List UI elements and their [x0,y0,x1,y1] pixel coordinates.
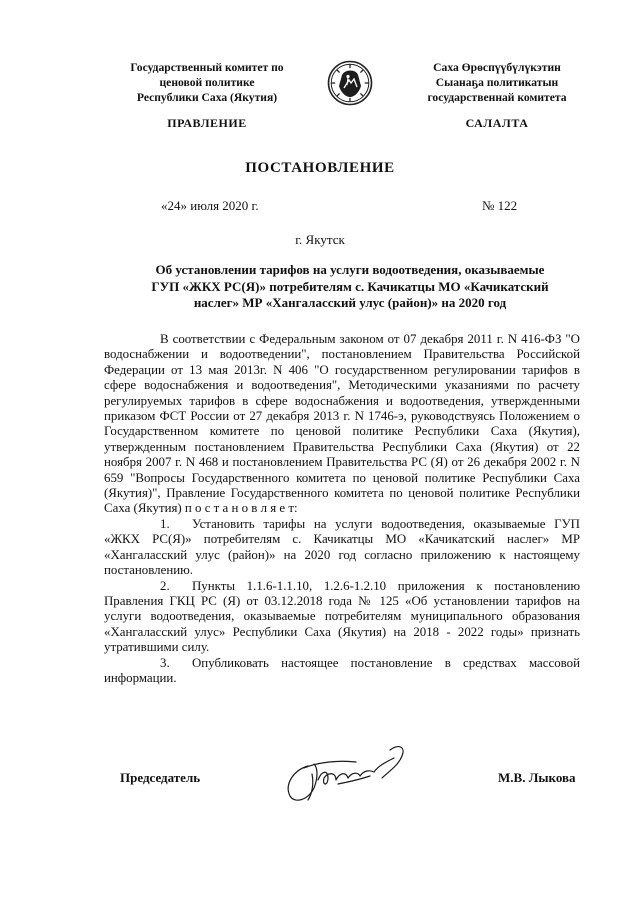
header-left [98,60,316,105]
item-text: Опубликовать настоящее постановление в средствах массовой информации. [104,655,580,685]
list-item [104,579,580,656]
list-item [104,656,580,687]
header-left-line: Государственный комитет по [130,61,284,74]
header-right-line: Саха Өрөспүүбүлүкэтин [433,61,561,74]
item-text: Пункты 1.1.6-1.1.10, 1.2.6-1.2.10 приложения к постановлению Правления ГКЦ РС (Я) от 03.12.2018 года № 125 «Об установлении тарифов на услуги водоотведения, оказываемые потребителям муниципального образования «Хангаласский улус» Республики Саха (Якутия) на 2018 - 2022 годы» признать утратившими силу. [104,578,580,655]
list-item [104,517,580,579]
signatory-role: Председатель [120,770,201,785]
document-body [104,332,580,686]
header-right-line: государственнай комитета [427,91,567,104]
item-text: Установить тарифы на услуги водоотведения, оказываемые ГУП «ЖКХ РС(Я)» потребителям с. Качикатцы МО «Качикатский наслег» МР «Хангаласский улус (район)» на 2020 год согласно приложению к настоящему постановлению. [104,516,580,578]
department-left: ПРАВЛЕНИЕ [167,116,247,130]
subject-line: ГУП «ЖКХ РС(Я)» потребителям с. Качикатцы МО «Качикатский [151,278,549,294]
document-date: «24» июля 2020 г. [161,198,259,213]
coat-of-arms-icon [327,60,373,106]
document-subject [100,262,600,312]
item-number: 3. [160,655,170,670]
subject-line: наслег» МР «Хангаласский улус (район)» на 2020 год [193,295,507,310]
header-left-line: ценовой политике [159,76,255,89]
document-title: ПОСТАНОВЛЕНИЕ [245,160,395,176]
document-number: № 122 [482,198,518,213]
department-right: САЛАЛТА [465,116,529,130]
subject-line: Об установлении тарифов на услуги водоотведения, оказываемые [155,262,545,277]
item-number: 2. [160,578,170,593]
handwritten-signature-icon [278,740,418,808]
header-left-line: Республики Саха (Якутия) [136,91,278,104]
preamble-paragraph: В соответствии с Федеральным законом от 07 декабря 2011 г. N 416-ФЗ "О водоснабжении и водоотведении", постановлением Правительства Российской Федерации от 13 мая 2013г. N 406 "О государственном регулировании тарифов в сфере водоснабжения и водоотведения", Методическими указаниями по расчету регулируемых тарифов в сфере водоснабжения и водоотведения, утвержденными приказом ФСТ России от 27 декабря 2013 г. N 1746-э, руководствуясь Положением о Государственном комитете по ценовой политике Республики Саха (Якутия), утвержденным постановлением Правительства Республики Саха (Якутия) от 22 ноября 2007 г. N 468 и постановлением Правительства РС (Я) от 26 декабря 2002 г. N 659 "Вопросы Государственного комитета по ценовой политике Республики Саха (Якутия)", Правление Государственного комитета по ценовой политике Республики Саха (Якутия) п о с т а н о в л я е т: [104,332,580,516]
city: г. Якутск [295,232,345,247]
header-right-line: Сыанаҕа политикатын [435,76,559,89]
item-number: 1. [160,516,170,531]
signatory-name: М.В. Лыкова [498,770,576,785]
header-right [390,60,604,105]
